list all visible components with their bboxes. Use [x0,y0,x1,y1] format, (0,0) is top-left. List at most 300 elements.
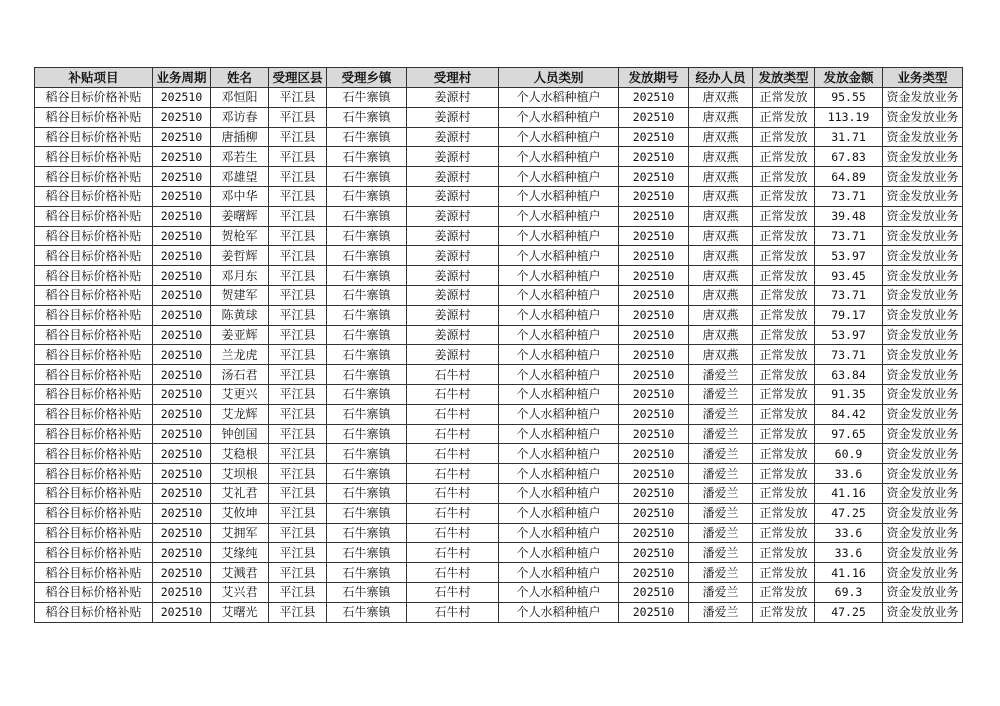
cell-name: 邓访春 [211,107,269,127]
cell-amount: 64.89 [815,167,883,187]
cell-name: 陈黄球 [211,305,269,325]
cell-business-type: 资金发放业务 [883,523,963,543]
cell-business-period: 202510 [153,543,211,563]
cell-district: 平江县 [269,543,327,563]
cell-personnel-category: 个人水稻种植户 [499,167,619,187]
cell-personnel-category: 个人水稻种植户 [499,127,619,147]
cell-personnel-category: 个人水稻种植户 [499,483,619,503]
cell-subsidy-project: 稻谷目标价格补贴 [35,167,153,187]
cell-issue-number: 202510 [619,88,689,108]
cell-district: 平江县 [269,345,327,365]
cell-issue-number: 202510 [619,206,689,226]
table-row [35,464,963,484]
header-township: 受理乡镇 [327,68,407,88]
cell-handler: 唐双燕 [689,266,753,286]
table-row [35,285,963,305]
cell-district: 平江县 [269,424,327,444]
cell-issue-number: 202510 [619,186,689,206]
header-issue-number: 发放期号 [619,68,689,88]
cell-subsidy-project: 稻谷目标价格补贴 [35,345,153,365]
cell-issue-type: 正常发放 [753,543,815,563]
cell-handler: 潘爱兰 [689,424,753,444]
cell-township: 石牛寨镇 [327,226,407,246]
cell-subsidy-project: 稻谷目标价格补贴 [35,285,153,305]
cell-name: 艾曙光 [211,602,269,622]
cell-business-type: 资金发放业务 [883,384,963,404]
cell-handler: 唐双燕 [689,107,753,127]
cell-personnel-category: 个人水稻种植户 [499,246,619,266]
cell-business-type: 资金发放业务 [883,246,963,266]
cell-subsidy-project: 稻谷目标价格补贴 [35,384,153,404]
cell-village: 姜源村 [407,206,499,226]
cell-district: 平江县 [269,483,327,503]
cell-name: 艾缘纯 [211,543,269,563]
cell-subsidy-project: 稻谷目标价格补贴 [35,483,153,503]
cell-township: 石牛寨镇 [327,483,407,503]
cell-township: 石牛寨镇 [327,305,407,325]
cell-issue-type: 正常发放 [753,424,815,444]
cell-issue-number: 202510 [619,404,689,424]
cell-village: 石牛村 [407,444,499,464]
table-row [35,503,963,523]
table-row [35,88,963,108]
cell-amount: 60.9 [815,444,883,464]
cell-amount: 73.71 [815,345,883,365]
cell-personnel-category: 个人水稻种植户 [499,305,619,325]
cell-township: 石牛寨镇 [327,246,407,266]
header-personnel-category: 人员类别 [499,68,619,88]
cell-personnel-category: 个人水稻种植户 [499,404,619,424]
cell-district: 平江县 [269,186,327,206]
table-row [35,404,963,424]
cell-personnel-category: 个人水稻种植户 [499,88,619,108]
cell-subsidy-project: 稻谷目标价格补贴 [35,543,153,563]
cell-issue-number: 202510 [619,147,689,167]
cell-personnel-category: 个人水稻种植户 [499,285,619,305]
cell-personnel-category: 个人水稻种植户 [499,523,619,543]
cell-business-period: 202510 [153,167,211,187]
cell-issue-number: 202510 [619,523,689,543]
cell-name: 邓若生 [211,147,269,167]
cell-handler: 唐双燕 [689,325,753,345]
cell-district: 平江县 [269,523,327,543]
cell-business-type: 资金发放业务 [883,226,963,246]
cell-subsidy-project: 稻谷目标价格补贴 [35,464,153,484]
cell-township: 石牛寨镇 [327,503,407,523]
cell-township: 石牛寨镇 [327,464,407,484]
table-row [35,246,963,266]
cell-amount: 73.71 [815,226,883,246]
cell-issue-type: 正常发放 [753,483,815,503]
cell-handler: 唐双燕 [689,305,753,325]
cell-name: 艾兴君 [211,582,269,602]
table-row [35,563,963,583]
cell-business-type: 资金发放业务 [883,503,963,523]
cell-amount: 39.48 [815,206,883,226]
cell-handler: 潘爱兰 [689,444,753,464]
cell-personnel-category: 个人水稻种植户 [499,186,619,206]
cell-name: 艾攸坤 [211,503,269,523]
header-row [35,68,963,88]
cell-subsidy-project: 稻谷目标价格补贴 [35,325,153,345]
cell-amount: 69.3 [815,582,883,602]
cell-name: 艾溅君 [211,563,269,583]
cell-village: 石牛村 [407,523,499,543]
cell-issue-number: 202510 [619,602,689,622]
cell-subsidy-project: 稻谷目标价格补贴 [35,404,153,424]
cell-subsidy-project: 稻谷目标价格补贴 [35,563,153,583]
cell-amount: 95.55 [815,88,883,108]
cell-issue-number: 202510 [619,384,689,404]
cell-district: 平江县 [269,365,327,385]
cell-business-type: 资金发放业务 [883,563,963,583]
cell-subsidy-project: 稻谷目标价格补贴 [35,147,153,167]
cell-subsidy-project: 稻谷目标价格补贴 [35,444,153,464]
cell-issue-type: 正常发放 [753,444,815,464]
cell-village: 姜源村 [407,167,499,187]
table-row [35,127,963,147]
cell-amount: 47.25 [815,602,883,622]
cell-issue-number: 202510 [619,266,689,286]
cell-handler: 潘爱兰 [689,602,753,622]
cell-issue-type: 正常发放 [753,563,815,583]
cell-district: 平江县 [269,246,327,266]
cell-subsidy-project: 稻谷目标价格补贴 [35,107,153,127]
cell-issue-type: 正常发放 [753,345,815,365]
cell-township: 石牛寨镇 [327,365,407,385]
cell-district: 平江县 [269,602,327,622]
cell-subsidy-project: 稻谷目标价格补贴 [35,503,153,523]
cell-handler: 唐双燕 [689,226,753,246]
cell-business-period: 202510 [153,305,211,325]
cell-township: 石牛寨镇 [327,444,407,464]
cell-subsidy-project: 稻谷目标价格补贴 [35,206,153,226]
header-handler: 经办人员 [689,68,753,88]
cell-personnel-category: 个人水稻种植户 [499,107,619,127]
cell-amount: 67.83 [815,147,883,167]
cell-handler: 潘爱兰 [689,365,753,385]
cell-village: 石牛村 [407,404,499,424]
cell-handler: 唐双燕 [689,186,753,206]
cell-personnel-category: 个人水稻种植户 [499,543,619,563]
header-amount: 发放金额 [815,68,883,88]
cell-personnel-category: 个人水稻种植户 [499,384,619,404]
cell-village: 石牛村 [407,483,499,503]
subsidy-payment-table [34,67,963,623]
cell-subsidy-project: 稻谷目标价格补贴 [35,602,153,622]
cell-township: 石牛寨镇 [327,88,407,108]
cell-issue-number: 202510 [619,424,689,444]
cell-handler: 唐双燕 [689,246,753,266]
cell-name: 邓雄望 [211,167,269,187]
cell-issue-type: 正常发放 [753,384,815,404]
cell-issue-type: 正常发放 [753,127,815,147]
cell-handler: 潘爱兰 [689,563,753,583]
cell-business-period: 202510 [153,285,211,305]
cell-business-period: 202510 [153,464,211,484]
cell-village: 石牛村 [407,384,499,404]
cell-township: 石牛寨镇 [327,285,407,305]
cell-business-type: 资金发放业务 [883,483,963,503]
cell-village: 姜源村 [407,285,499,305]
cell-handler: 唐双燕 [689,127,753,147]
cell-business-period: 202510 [153,107,211,127]
cell-subsidy-project: 稻谷目标价格补贴 [35,424,153,444]
cell-business-period: 202510 [153,365,211,385]
cell-personnel-category: 个人水稻种植户 [499,503,619,523]
cell-business-type: 资金发放业务 [883,266,963,286]
cell-name: 邓中华 [211,186,269,206]
cell-township: 石牛寨镇 [327,147,407,167]
header-issue-type: 发放类型 [753,68,815,88]
cell-subsidy-project: 稻谷目标价格补贴 [35,582,153,602]
cell-issue-number: 202510 [619,325,689,345]
cell-village: 姜源村 [407,147,499,167]
table-row [35,305,963,325]
cell-village: 姜源村 [407,345,499,365]
cell-business-period: 202510 [153,602,211,622]
cell-name: 艾礼君 [211,483,269,503]
cell-issue-type: 正常发放 [753,325,815,345]
table-row [35,582,963,602]
table-row [35,226,963,246]
cell-name: 贺枪军 [211,226,269,246]
cell-issue-type: 正常发放 [753,582,815,602]
cell-district: 平江县 [269,226,327,246]
cell-village: 石牛村 [407,464,499,484]
cell-village: 姜源村 [407,186,499,206]
cell-name: 邓月东 [211,266,269,286]
cell-business-period: 202510 [153,266,211,286]
cell-district: 平江县 [269,147,327,167]
cell-business-period: 202510 [153,226,211,246]
cell-district: 平江县 [269,563,327,583]
cell-amount: 33.6 [815,543,883,563]
cell-issue-number: 202510 [619,464,689,484]
cell-name: 姜亚辉 [211,325,269,345]
cell-district: 平江县 [269,444,327,464]
cell-handler: 潘爱兰 [689,503,753,523]
cell-village: 姜源村 [407,305,499,325]
cell-business-period: 202510 [153,147,211,167]
cell-name: 艾稳根 [211,444,269,464]
cell-business-period: 202510 [153,503,211,523]
table-row [35,483,963,503]
cell-village: 姜源村 [407,266,499,286]
table-body [35,88,963,623]
cell-village: 姜源村 [407,127,499,147]
cell-personnel-category: 个人水稻种植户 [499,563,619,583]
cell-township: 石牛寨镇 [327,582,407,602]
cell-handler: 唐双燕 [689,345,753,365]
cell-village: 姜源村 [407,88,499,108]
cell-district: 平江县 [269,325,327,345]
cell-issue-type: 正常发放 [753,266,815,286]
cell-subsidy-project: 稻谷目标价格补贴 [35,365,153,385]
cell-name: 姜哲辉 [211,246,269,266]
cell-name: 贺建军 [211,285,269,305]
cell-issue-number: 202510 [619,444,689,464]
cell-district: 平江县 [269,404,327,424]
cell-name: 艾龙辉 [211,404,269,424]
cell-district: 平江县 [269,384,327,404]
cell-name: 邓恒阳 [211,88,269,108]
cell-issue-type: 正常发放 [753,365,815,385]
header-name: 姓名 [211,68,269,88]
cell-village: 石牛村 [407,582,499,602]
table-row [35,523,963,543]
cell-issue-type: 正常发放 [753,226,815,246]
cell-village: 姜源村 [407,246,499,266]
cell-issue-type: 正常发放 [753,285,815,305]
cell-district: 平江县 [269,107,327,127]
cell-district: 平江县 [269,127,327,147]
cell-personnel-category: 个人水稻种植户 [499,582,619,602]
cell-name: 唐插柳 [211,127,269,147]
cell-business-period: 202510 [153,563,211,583]
cell-issue-type: 正常发放 [753,88,815,108]
cell-business-type: 资金发放业务 [883,127,963,147]
cell-district: 平江县 [269,503,327,523]
cell-village: 石牛村 [407,503,499,523]
cell-issue-type: 正常发放 [753,602,815,622]
cell-amount: 47.25 [815,503,883,523]
cell-issue-type: 正常发放 [753,167,815,187]
cell-business-type: 资金发放业务 [883,365,963,385]
cell-issue-number: 202510 [619,305,689,325]
cell-township: 石牛寨镇 [327,345,407,365]
cell-business-type: 资金发放业务 [883,404,963,424]
cell-personnel-category: 个人水稻种植户 [499,444,619,464]
cell-personnel-category: 个人水稻种植户 [499,325,619,345]
table-row [35,602,963,622]
header-business-period: 业务周期 [153,68,211,88]
cell-village: 石牛村 [407,543,499,563]
header-village: 受理村 [407,68,499,88]
cell-township: 石牛寨镇 [327,127,407,147]
cell-issue-type: 正常发放 [753,206,815,226]
cell-business-type: 资金发放业务 [883,582,963,602]
cell-district: 平江县 [269,464,327,484]
cell-issue-number: 202510 [619,127,689,147]
cell-subsidy-project: 稻谷目标价格补贴 [35,523,153,543]
cell-amount: 33.6 [815,523,883,543]
cell-business-type: 资金发放业务 [883,147,963,167]
cell-subsidy-project: 稻谷目标价格补贴 [35,246,153,266]
cell-business-type: 资金发放业务 [883,424,963,444]
cell-business-type: 资金发放业务 [883,206,963,226]
cell-handler: 唐双燕 [689,285,753,305]
cell-amount: 63.84 [815,365,883,385]
table-row [35,266,963,286]
cell-township: 石牛寨镇 [327,206,407,226]
cell-handler: 唐双燕 [689,167,753,187]
cell-handler: 唐双燕 [689,147,753,167]
cell-business-type: 资金发放业务 [883,186,963,206]
cell-amount: 53.97 [815,246,883,266]
cell-issue-number: 202510 [619,107,689,127]
cell-district: 平江县 [269,285,327,305]
header-district: 受理区县 [269,68,327,88]
cell-amount: 53.97 [815,325,883,345]
cell-amount: 41.16 [815,483,883,503]
cell-business-type: 资金发放业务 [883,444,963,464]
cell-business-type: 资金发放业务 [883,107,963,127]
table-row [35,365,963,385]
cell-issue-number: 202510 [619,483,689,503]
cell-business-period: 202510 [153,246,211,266]
cell-subsidy-project: 稻谷目标价格补贴 [35,88,153,108]
cell-village: 石牛村 [407,602,499,622]
cell-name: 兰龙虎 [211,345,269,365]
cell-amount: 79.17 [815,305,883,325]
cell-township: 石牛寨镇 [327,186,407,206]
cell-township: 石牛寨镇 [327,602,407,622]
cell-township: 石牛寨镇 [327,167,407,187]
table-row [35,424,963,444]
cell-handler: 唐双燕 [689,206,753,226]
cell-business-type: 资金发放业务 [883,543,963,563]
cell-issue-type: 正常发放 [753,147,815,167]
cell-business-type: 资金发放业务 [883,285,963,305]
cell-issue-type: 正常发放 [753,246,815,266]
cell-amount: 41.16 [815,563,883,583]
table-row [35,147,963,167]
cell-amount: 91.35 [815,384,883,404]
cell-business-period: 202510 [153,582,211,602]
cell-subsidy-project: 稻谷目标价格补贴 [35,266,153,286]
cell-issue-number: 202510 [619,365,689,385]
cell-business-period: 202510 [153,206,211,226]
cell-business-period: 202510 [153,325,211,345]
cell-district: 平江县 [269,582,327,602]
cell-village: 石牛村 [407,365,499,385]
cell-issue-type: 正常发放 [753,503,815,523]
cell-issue-type: 正常发放 [753,523,815,543]
cell-issue-number: 202510 [619,563,689,583]
cell-business-type: 资金发放业务 [883,464,963,484]
table-row [35,325,963,345]
cell-district: 平江县 [269,88,327,108]
cell-business-type: 资金发放业务 [883,345,963,365]
cell-personnel-category: 个人水稻种植户 [499,424,619,444]
cell-subsidy-project: 稻谷目标价格补贴 [35,186,153,206]
cell-name: 艾更兴 [211,384,269,404]
cell-issue-number: 202510 [619,246,689,266]
table-row [35,444,963,464]
cell-village: 石牛村 [407,424,499,444]
cell-village: 石牛村 [407,563,499,583]
cell-handler: 潘爱兰 [689,483,753,503]
cell-subsidy-project: 稻谷目标价格补贴 [35,305,153,325]
cell-handler: 潘爱兰 [689,464,753,484]
cell-personnel-category: 个人水稻种植户 [499,226,619,246]
cell-personnel-category: 个人水稻种植户 [499,266,619,286]
cell-business-type: 资金发放业务 [883,325,963,345]
cell-handler: 潘爱兰 [689,543,753,563]
cell-village: 姜源村 [407,325,499,345]
cell-issue-number: 202510 [619,285,689,305]
cell-name: 艾坝根 [211,464,269,484]
cell-district: 平江县 [269,266,327,286]
cell-amount: 97.65 [815,424,883,444]
cell-business-period: 202510 [153,186,211,206]
cell-business-period: 202510 [153,88,211,108]
cell-personnel-category: 个人水稻种植户 [499,464,619,484]
cell-issue-number: 202510 [619,345,689,365]
cell-issue-type: 正常发放 [753,186,815,206]
header-subsidy-project: 补贴项目 [35,68,153,88]
